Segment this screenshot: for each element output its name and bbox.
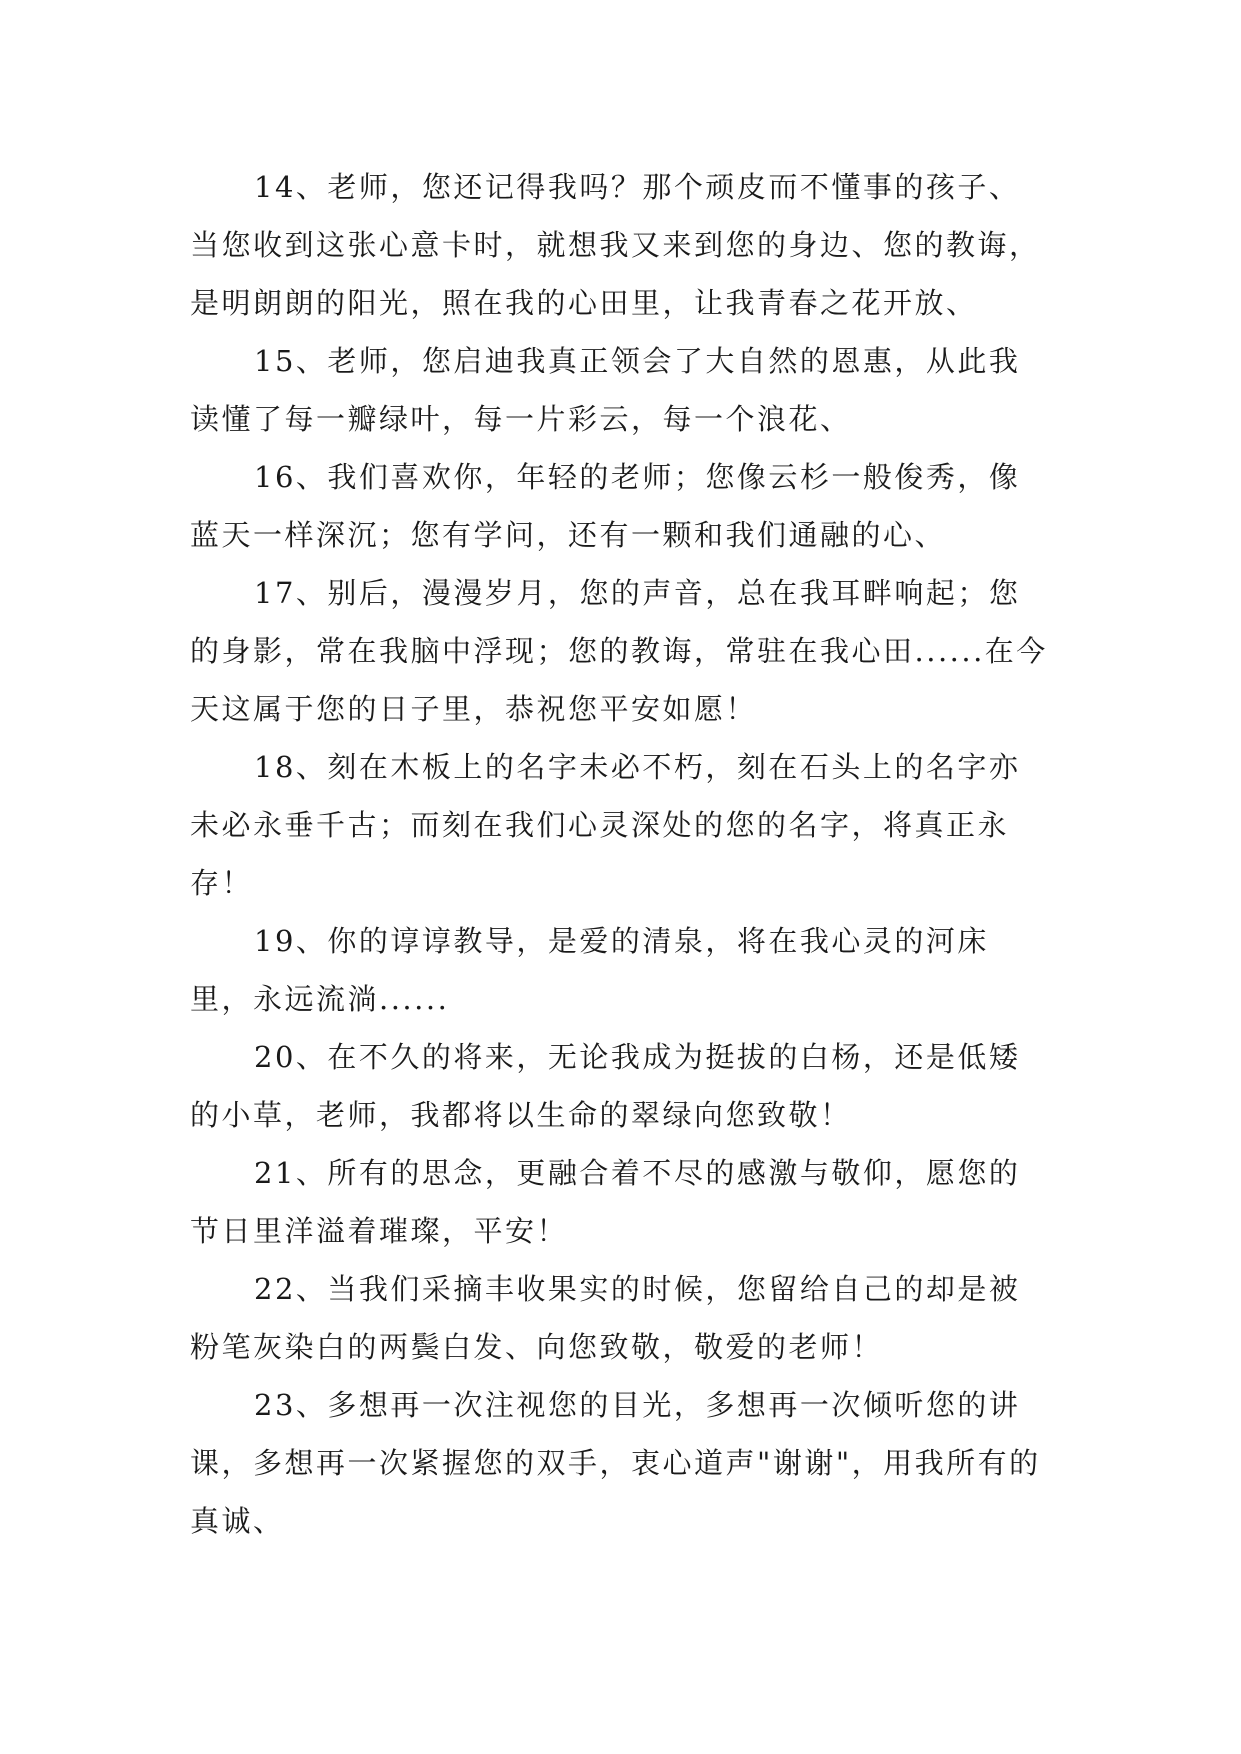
paragraph-21: 21、所有的思念，更融合着不尽的感激与敬仰，愿您的节日里洋溢着璀璨，平安！ (190, 1156, 1021, 1248)
paragraph-23: 23、多想再一次注视您的目光，多想再一次倾听您的讲课，多想再一次紧握您的双手，衷心道声"谢谢"，用我所有的真诚、 (190, 1388, 1041, 1538)
paragraph-19: 19、你的谆谆教导，是爱的清泉，将在我心灵的河床里，永远流淌...... (190, 924, 989, 1016)
paragraph-17: 17、别后，漫漫岁月，您的声音，总在我耳畔响起；您的身影，常在我脑中浮现；您的教诲，常驻在我心田......在今天这属于您的日子里，恭祝您平安如愿！ (190, 576, 1048, 726)
paragraph-14: 14、老师，您还记得我吗？那个顽皮而不懂事的孩子、当您收到这张心意卡时，就想我又来到您的身边、您的教诲，是明朗朗的阳光，照在我的心田里，让我青春之花开放、 (190, 170, 1041, 320)
paragraph-16: 16、我们喜欢你，年轻的老师；您像云杉一般俊秀，像蓝天一样深沉；您有学问，还有一颗和我们通融的心、 (190, 460, 1021, 552)
paragraph-22: 22、当我们采摘丰收果实的时候，您留给自己的却是被粉笔灰染白的两鬓白发、向您致敬，敬爱的老师！ (190, 1272, 1021, 1364)
paragraph-15: 15、老师，您启迪我真正领会了大自然的恩惠，从此我读懂了每一瓣绿叶，每一片彩云，每一个浪花、 (190, 344, 1021, 436)
paragraph-20: 20、在不久的将来，无论我成为挺拔的白杨，还是低矮的小草，老师，我都将以生命的翠绿向您致敬！ (190, 1040, 1021, 1132)
paragraph-18: 18、刻在木板上的名字未必不朽，刻在石头上的名字亦未必永垂千古；而刻在我们心灵深处的您的名字，将真正永存！ (190, 750, 1021, 900)
document-body (190, 158, 1050, 1550)
